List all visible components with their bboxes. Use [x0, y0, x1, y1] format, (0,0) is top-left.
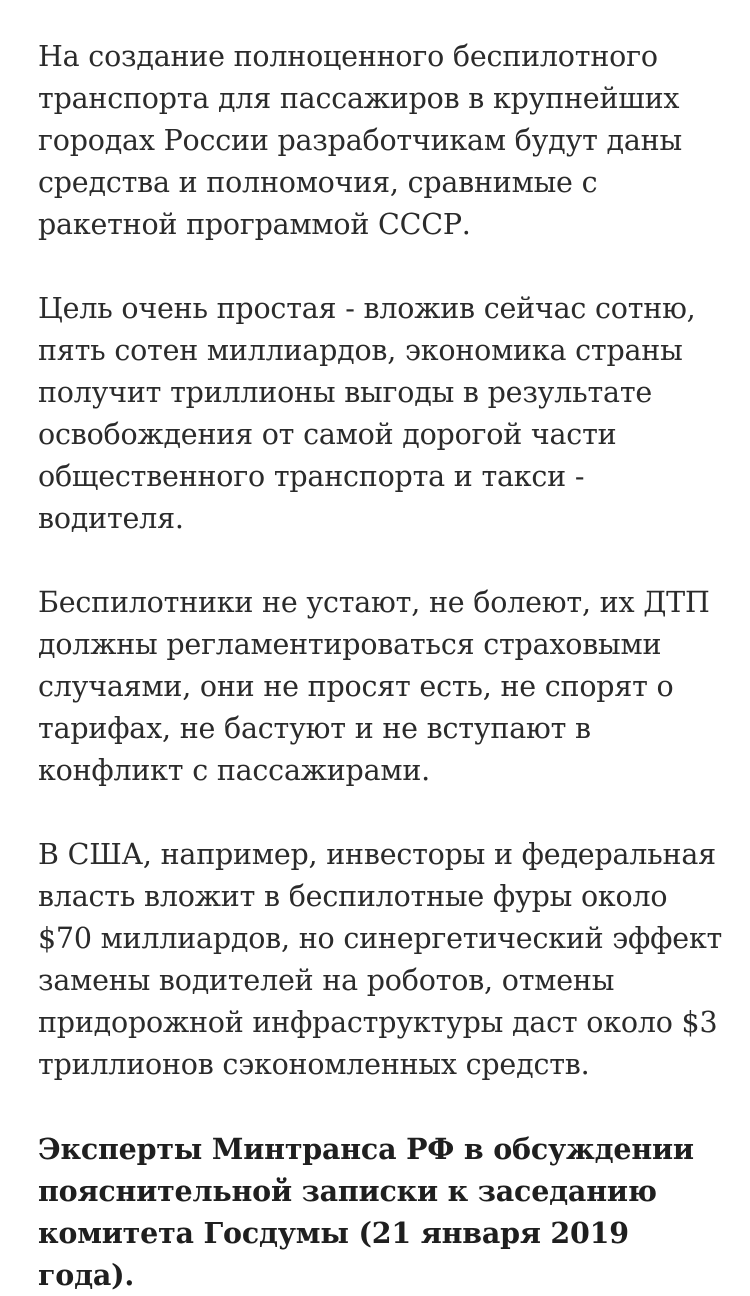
- attribution: Эксперты Минтранса РФ в обсуждении пояснительной записки к заседанию комитета Госдумы (21 января 2019 года).: [38, 1132, 694, 1292]
- article-body: [38, 36, 728, 1296]
- paragraph: В США, например, инвесторы и федеральная власть вложит в беспилотные фуры около $70 миллиардов, но синергетический эффект замены водителей на роботов, отмены придорожной инфраструктуры даст около $3 триллионов сэкономленных средств.: [38, 838, 723, 1081]
- paragraph: На создание полноценного беспилотного транспорта для пассажиров в крупнейших городах России разработчикам будут даны средства и полномочия, сравнимые с ракетной программой СССР.: [38, 40, 682, 241]
- paragraph: Беспилотники не устают, не болеют, их ДТП должны регламентироваться страховыми случаями, они не просят есть, не спорят о тарифах, не бастуют и не вступают в конфликт с пассажирами.: [38, 586, 710, 787]
- paragraph: Цель очень простая - вложив сейчас сотню, пять сотен миллиардов, экономика страны получит триллионы выгоды в результате освобождения от самой дорогой части общественного транспорта и такси - водителя.: [38, 292, 696, 535]
